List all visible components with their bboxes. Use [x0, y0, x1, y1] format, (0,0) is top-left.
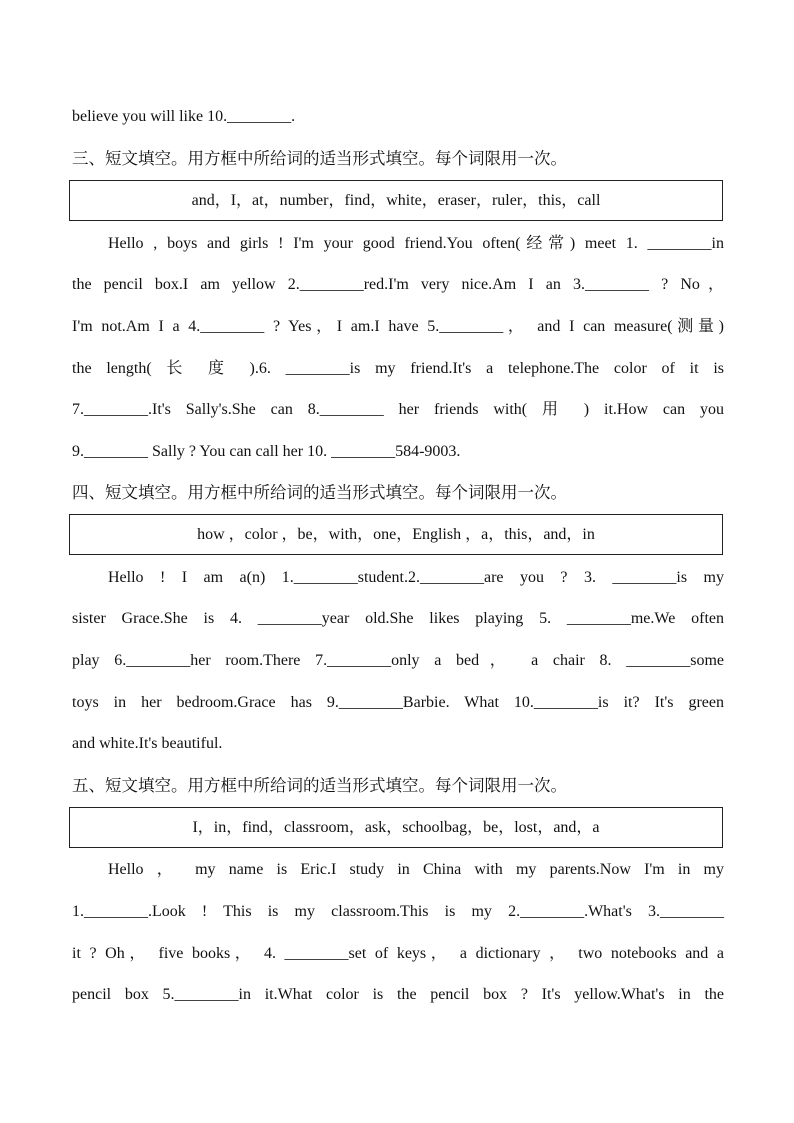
- section-4-heading: 四、短文填空。用方框中所给词的适当形式填空。每个词限用一次。: [72, 483, 567, 502]
- text-line: 9.________ Sally ? You can call her 10. ________584-9003.: [72, 443, 461, 460]
- text-line: pencil box 5.________in it.What color is the pencil box ? It's yellow.What's in the: [72, 986, 724, 1003]
- text-line: it ? Oh， five books， 4. ________set of keys， a dictionary ， two notebooks and a: [72, 945, 724, 962]
- section-4-word-box: how ，color ，be，with，one，English ，a，this，and，in: [69, 514, 723, 555]
- text-line: I'm not.Am I a 4.________ ? Yes，I am.I have 5.________， and I can measure(测量): [72, 318, 724, 335]
- text-line: the length( 长 度 ).6. ________is my friend.It's a telephone.The color of it is: [72, 360, 724, 377]
- text-line: 7.________.It's Sally's.She can 8.________ her friends with( 用 ) it.How can you: [72, 401, 725, 418]
- text-line: toys in her bedroom.Grace has 9.________Barbie. What 10.________is it? It's green: [72, 694, 724, 711]
- text-line: 1.________.Look ! This is my classroom.This is my 2.________.What's 3.________: [72, 903, 724, 920]
- text-line: Hello , boys and girls ! I'm your good friend.You often(经常) meet 1. ________in: [108, 235, 724, 252]
- section-3-heading: 三、短文填空。用方框中所给词的适当形式填空。每个词限用一次。: [72, 149, 567, 168]
- text-line: play 6.________her room.There 7.________only a bed， a chair 8. ________some: [72, 652, 724, 669]
- text-line: Hello ! I am a(n) 1.________student.2.________are you ? 3. ________is my: [108, 569, 724, 586]
- section-5-heading: 五、短文填空。用方框中所给词的适当形式填空。每个词限用一次。: [72, 776, 567, 795]
- text-line: Hello ， my name is Eric.I study in China with my parents.Now I'm in my: [108, 861, 724, 878]
- text-line: the pencil box.I am yellow 2.________red.I'm very nice.Am I an 3.________ ? No，: [72, 276, 724, 293]
- text-line: and white.It's beautiful.: [72, 735, 223, 752]
- text-line: believe you will like 10.________.: [72, 108, 296, 125]
- section-3-word-box: and，I，at，number，find，white，eraser，ruler，this，call: [69, 180, 723, 221]
- text-line: sister Grace.She is 4. ________year old.She likes playing 5. ________me.We often: [72, 610, 724, 627]
- section-5-word-box: I，in，find，classroom，ask，schoolbag，be，lost，and，a: [69, 807, 723, 848]
